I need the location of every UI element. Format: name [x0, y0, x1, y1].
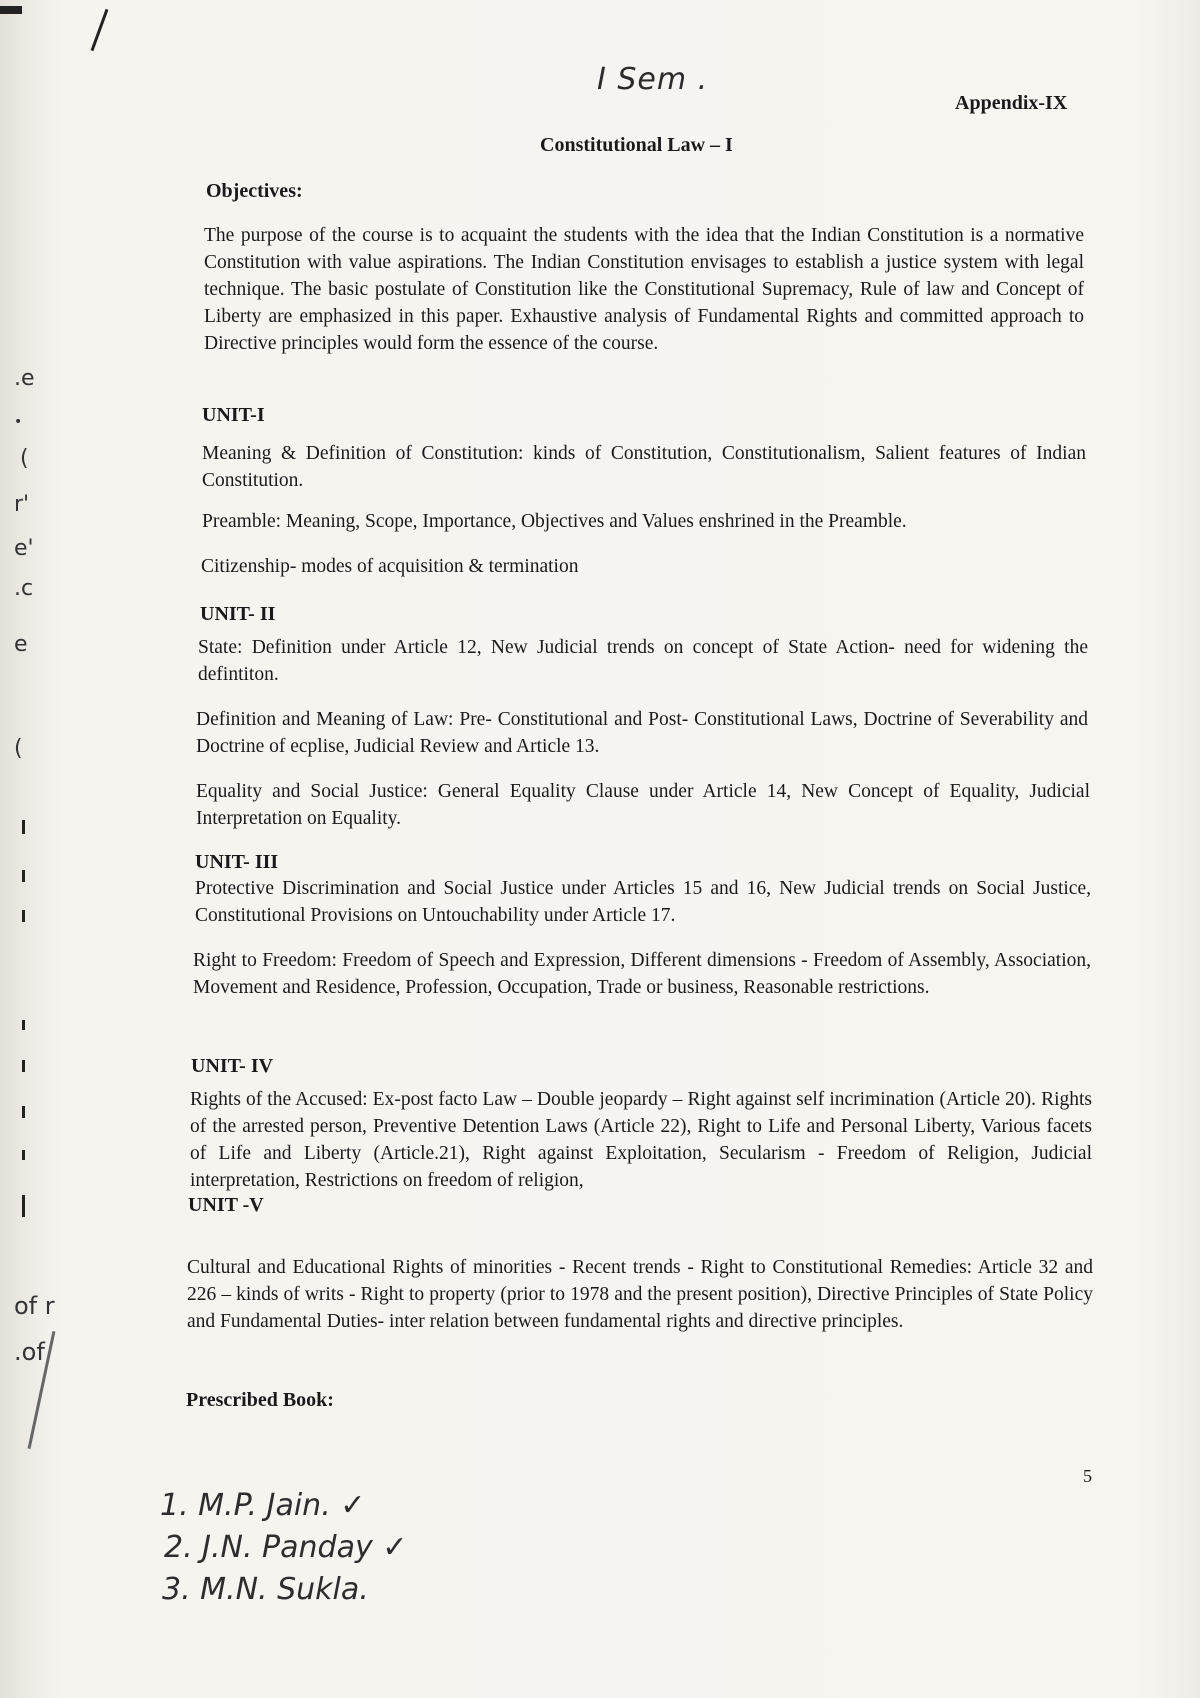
margin-mark	[22, 820, 25, 834]
unit-4-heading: UNIT- IV	[191, 1055, 274, 1077]
handwritten-semester-note: I Sem .	[597, 62, 709, 97]
margin-fragment: •	[14, 414, 23, 430]
margin-fragment: e	[14, 632, 28, 657]
unit-1-para-1: Meaning & Definition of Constitution: kinds of Constitution, Constitutionalism, Salient features of Indian Constitution.	[202, 443, 1086, 491]
margin-mark	[22, 1106, 25, 1118]
handwritten-book-3: 3. M.N. Sukla.	[162, 1572, 369, 1607]
objectives-heading: Objectives:	[206, 180, 303, 202]
objectives-text: The purpose of the course is to acquaint the students with the idea that the Indian Constitution is a normative Constitution with value aspirations. The Indian Constitution envisages to establish a justice system with legal technique. The basic postulate of Constitution like the Constitutional Supremacy, Rule of law and Concept of Liberty are emphasized in this paper. Exhaustive analysis of Fundamental Rights and committed approach to Directive principles would form the essence of the course.	[204, 225, 1084, 354]
margin-fragment: .c	[14, 576, 34, 601]
margin-mark	[22, 910, 25, 922]
margin-mark	[22, 1020, 25, 1030]
appendix-label: Appendix-IX	[955, 92, 1068, 114]
page-number: 5	[1083, 1466, 1092, 1486]
prescribed-book-heading: Prescribed Book:	[186, 1389, 334, 1411]
unit-3-para-1: Protective Discrimination and Social Justice under Articles 15 and 16, New Judicial trends on Social Justice, Constitutional Provisions on Untouchability under Article 17.	[195, 878, 1091, 926]
unit-2-para-1: State: Definition under Article 12, New Judicial trends on concept of State Action- need for widening the defintiton.	[198, 637, 1088, 685]
unit-5-heading: UNIT -V	[188, 1194, 264, 1216]
margin-fragment: of r	[14, 1292, 55, 1320]
margin-fragment: .of	[14, 1338, 45, 1366]
margin-fragment: (	[14, 736, 23, 761]
margin-fragment: .e	[14, 366, 35, 391]
unit-4-para-1: Rights of the Accused: Ex-post facto Law – Double jeopardy – Right against self incrimination (Article 20). Rights of the arrested person, Preventive Detention Laws (Article 22), Right to Life and Personal Liberty, Various facets of Life and Liberty (Article.21), Right against Exploitation, Secularism - Freedom of Religion, Judicial interpretation, Restrictions on freedom of religion,	[190, 1089, 1092, 1191]
handwritten-book-2: 2. J.N. Panday ✓	[164, 1530, 408, 1565]
unit-1-para-2: Preamble: Meaning, Scope, Importance, Objectives and Values enshrined in the Preamble.	[202, 511, 907, 532]
unit-5-para-1: Cultural and Educational Rights of minorities - Recent trends - Right to Constitutional Remedies: Article 32 and 226 – kinds of writs - Right to property (prior to 1978 and the present position), Directive Principles of State Policy and Fundamental Duties- inter relation between fundamental rights and directive principles.	[187, 1257, 1093, 1332]
unit-2-heading: UNIT- II	[200, 603, 276, 625]
margin-mark	[22, 1150, 25, 1160]
margin-fragment: (	[20, 446, 29, 471]
unit-3-para-2: Right to Freedom: Freedom of Speech and Expression, Different dimensions - Freedom of Assembly, Association, Movement and Residence, Profession, Occupation, Trade or business, Reasonable restrictions.	[193, 950, 1091, 998]
unit-1-para-3: Citizenship- modes of acquisition & termination	[201, 556, 579, 577]
binding-mark	[0, 6, 22, 14]
margin-fragment: e'	[14, 536, 34, 561]
margin-fragment: r'	[14, 492, 30, 517]
document-title: Constitutional Law – I	[540, 134, 733, 156]
margin-mark	[22, 1060, 25, 1072]
pen-stroke	[91, 9, 109, 51]
unit-3-heading: UNIT- III	[195, 851, 279, 873]
handwritten-book-1: 1. M.P. Jain. ✓	[160, 1488, 366, 1523]
unit-2-para-3: Equality and Social Justice: General Equality Clause under Article 14, New Concept of Equality, Judicial Interpretation on Equality.	[196, 781, 1090, 829]
unit-1-heading: UNIT-I	[202, 404, 265, 426]
unit-2-para-2: Definition and Meaning of Law: Pre- Constitutional and Post- Constitutional Laws, Doctrine of Severability and Doctrine of ecplise, Judicial Review and Article 13.	[196, 709, 1088, 757]
margin-mark	[22, 1195, 25, 1217]
margin-mark	[22, 870, 25, 882]
handwritten-book-list	[160, 1485, 407, 1611]
